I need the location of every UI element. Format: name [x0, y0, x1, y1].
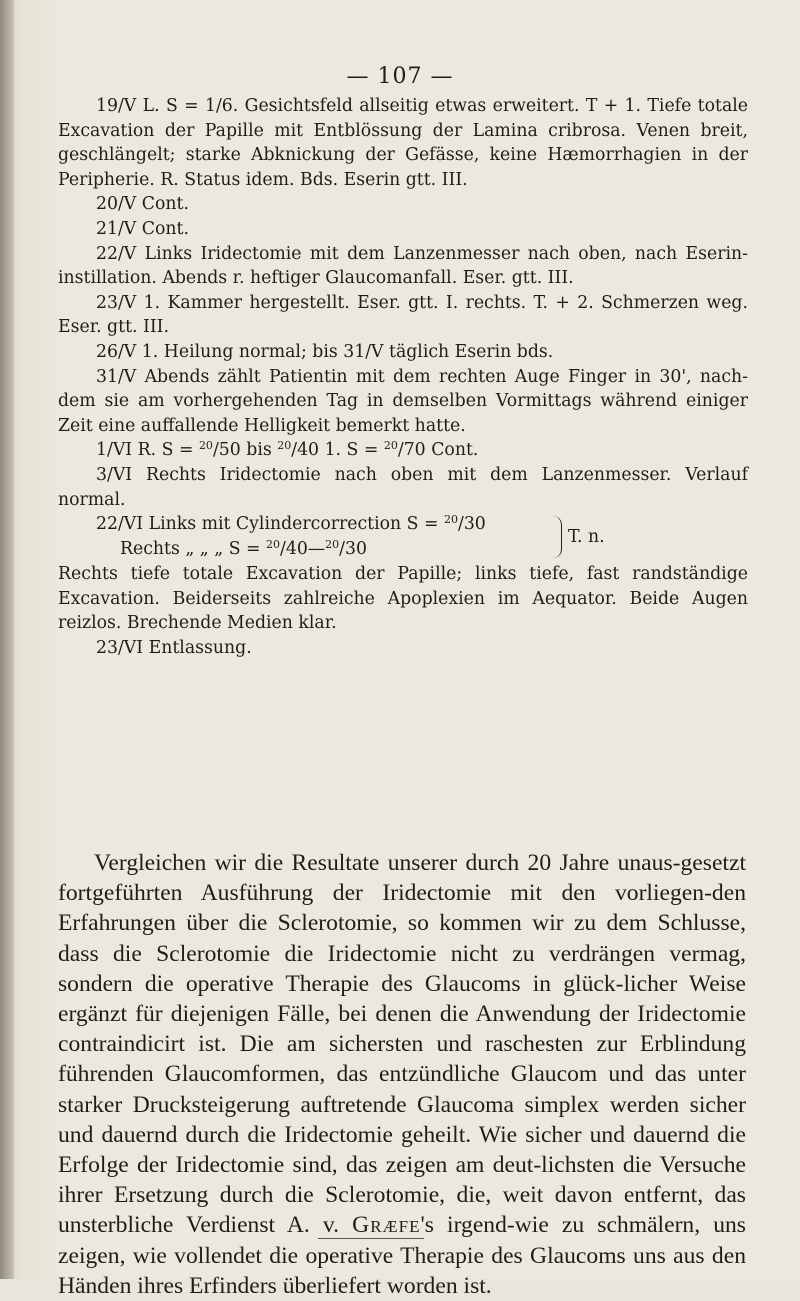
conclusion-text-1: Vergleichen wir die Resultate unserer durch 20 Jahre unaus-gesetzt fortgeführten Ausführung der Iridectomie mit den vorliegen-den Erfahrungen über die Sclerotomie, so kommen wir zu dem Schlusse, dass die Sclerotomie die Iridectomie nicht zu verdrängen vermag, sondern die operative Therapie des Glaucoms in glück-licher Weise ergänzt für diejenigen Fälle, bei denen die Anwendung der Iridectomie contraindicirt ist. Die am sichersten und raschesten zur Erblindung führenden Glaucomformen, das entzündliche Glaucom und das unter starker Drucksteigerung auftretende Glaucoma simplex werden sicher und dauernd durch die Iridectomie geheilt. Wie sicher und dauernd die Erfolge der Iridectomie sind, das zeigen am deut-lichsten die Versuche ihrer Ersetzung durch die Sclerotomie, die, weit davon entfernt, das unsterbliche Verdienst A. v.	[58, 850, 746, 1239]
entry-1-vi: 1/VI R. S = $^{20}$/50 bis $^{20}$/40 1. S = $^{20}$/70 Cont.	[96, 439, 479, 461]
tn-label: T. n.	[568, 527, 605, 548]
brace	[553, 516, 562, 558]
page-number: — 107 —	[346, 64, 454, 89]
author-name: Græfe	[352, 1212, 421, 1239]
vision-right: Rechts „ „ „ S = $^{20}$/40—$^{20}$/30	[120, 538, 367, 560]
entry-26-v: 26/V 1. Heilung normal; bis 31/V täglich Eserin bds.	[96, 341, 554, 362]
entry-3-vi: 3/VI Rechts Iridectomie nach oben mit dem Lanzenmesser. Verlauf normal.	[58, 464, 748, 510]
entry-23-vi: 23/VI Entlassung.	[96, 637, 252, 658]
entry-22-v: 22/V Links Iridectomie mit dem Lanzenmesser nach oben, nach Eserin-instillation. Abends r. heftiger Glaucomanfall. Eser. gtt. III.	[58, 243, 748, 289]
vision-block	[58, 512, 748, 562]
entry-23-v: 23/V 1. Kammer hergestellt. Eser. gtt. I. rechts. T. + 2. Schmerzen weg. Eser. gtt. III.	[58, 292, 748, 338]
entry-31-v: 31/V Abends zählt Patientin mit dem rechten Auge Finger in 30', nach-dem sie am vorhergehenden Tag in demselben Vormittags während einiger Zeit eine auffallende Helligkeit bemerkt hatte.	[58, 366, 748, 436]
entry-findings: Rechts tiefe totale Excavation der Papille; links tiefe, fast randständige Excavation. Beiderseits zahlreiche Apoplexien im Aequator. Beide Augen reizlos. Brechende Medien klar.	[58, 564, 748, 634]
case-notes	[58, 94, 748, 660]
conclusion-text-2: 's irgend-wie zu schmälern, uns zeigen, wie vollendet die operative Therapie des Glaucoms uns aus den Händen ihres Erfinders überliefert worden ist.	[58, 1212, 746, 1299]
book-spine-shadow	[0, 0, 14, 1279]
entry-20-v: 20/V Cont.	[96, 194, 189, 215]
entry-19-v: 19/V L. S = 1/6. Gesichtsfeld allseitig etwas erweitert. T + 1. Tiefe totale Excavation der Papille mit Entblössung der Lamina cribrosa. Venen breit, geschlängelt; starke Abknickung der Gefässe, keine Hæmorrhagien in der Peripherie. R. Status idem. Bds. Eserin gtt. III.	[58, 96, 748, 190]
vision-left: 22/VI Links mit Cylindercorrection S = $^{20}$/30	[96, 513, 486, 535]
conclusion-paragraph	[58, 848, 746, 1301]
entry-21-v: 21/V Cont.	[96, 218, 189, 239]
section-rule	[318, 1238, 424, 1239]
